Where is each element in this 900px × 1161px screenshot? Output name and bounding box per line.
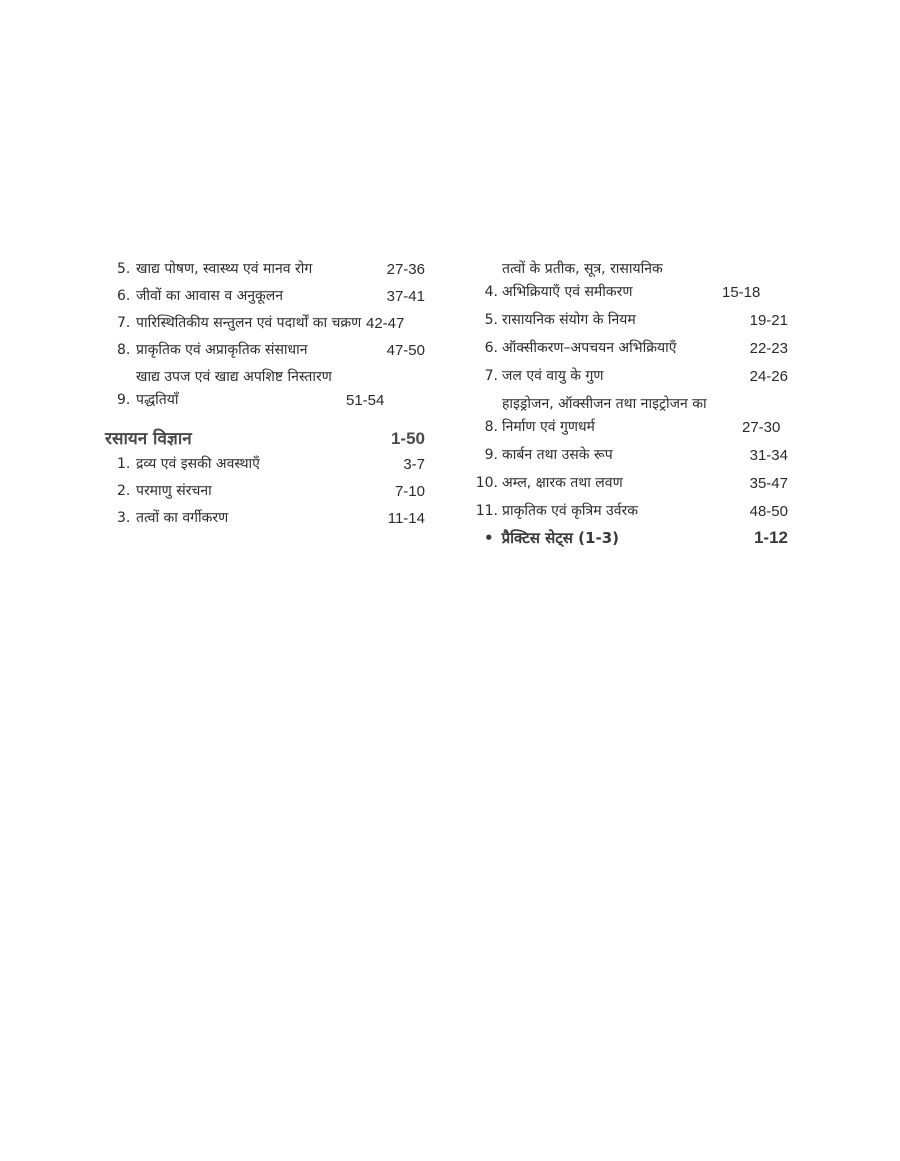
toc-entry	[470, 472, 788, 495]
toc-entry	[470, 393, 788, 439]
entry-title: प्राकृतिक एवं कृत्रिम उर्वरक	[502, 503, 638, 519]
practice-title: प्रैक्टिस सेट्स (1-3)	[501, 529, 619, 547]
entry-number: 9.	[117, 392, 131, 408]
entry-pages: 51-54	[346, 392, 385, 409]
practice-label	[484, 528, 619, 548]
toc-entry	[105, 339, 425, 362]
entry-pages: 31-34	[749, 447, 788, 464]
entry-title: द्रव्य एवं इसकी अवस्थाएँ	[136, 456, 260, 472]
toc-entry	[105, 366, 425, 412]
entry-title: खाद्य पोषण, स्वास्थ्य एवं मानव रोग	[136, 261, 313, 277]
entry-number: 7.	[484, 368, 498, 384]
toc-left-column	[105, 258, 425, 534]
entry-pages: 22-23	[749, 340, 788, 357]
bullet-icon: •	[484, 529, 494, 547]
toc-entry	[105, 453, 425, 476]
entry-pages: 24-26	[749, 368, 788, 385]
entry-number: 1.	[117, 456, 131, 472]
entry-title: हाइड्रोजन, ऑक्सीजन तथा नाइट्रोजन का निर्माण एवं गुणधर्म	[502, 396, 707, 435]
practice-pages: 1-12	[753, 528, 788, 547]
entry-number: 5.	[484, 312, 498, 328]
entry-number: 11.	[475, 503, 498, 519]
entry-pages: 11-14	[387, 510, 425, 527]
entry-pages: 42-47	[366, 315, 405, 332]
entry-pages: 27-36	[386, 261, 425, 278]
entry-title: प्राकृतिक एवं अप्राकृतिक संसाधान	[136, 342, 308, 358]
toc-entry	[105, 258, 425, 281]
toc-right-column	[470, 258, 788, 548]
section-pages: 1-50	[390, 429, 425, 448]
entry-title: खाद्य उपज एवं खाद्य अपशिष्ट निस्तारण पद्धतियाँ	[136, 369, 332, 408]
entry-title: रासायनिक संयोग के नियम	[502, 312, 636, 328]
toc-entry	[470, 258, 788, 304]
toc-entry	[105, 507, 425, 530]
entry-pages: 37-41	[386, 288, 425, 305]
toc-entry	[470, 365, 788, 388]
entry-title: पारिस्थितिकीय सन्तुलन एवं पदार्थों का चक्रण	[136, 315, 362, 331]
entry-number: 3.	[117, 510, 131, 526]
entry-title: तत्वों के प्रतीक, सूत्र, रासायनिक अभिक्रियाएँ एवं समीकरण	[502, 261, 663, 300]
entry-number: 6.	[484, 340, 498, 356]
entry-pages: 15-18	[722, 284, 761, 301]
entry-title: अम्ल, क्षारक तथा लवण	[502, 475, 623, 491]
section-heading	[105, 426, 425, 449]
entry-pages: 3-7	[403, 456, 425, 473]
entry-pages: 19-21	[749, 312, 788, 329]
entry-number: 2.	[117, 483, 131, 499]
entry-pages: 7-10	[394, 483, 425, 500]
entry-pages: 47-50	[386, 342, 425, 359]
entry-title: जीवों का आवास व अनुकूलन	[136, 288, 284, 304]
entry-title: कार्बन तथा उसके रूप	[502, 447, 613, 463]
entry-title: ऑक्सीकरण–अपचयन अभिक्रियाएँ	[502, 340, 677, 356]
entry-number: 8.	[117, 342, 131, 358]
toc-entry	[105, 285, 425, 308]
section-title: रसायन विज्ञान	[105, 429, 192, 449]
entry-number: 9.	[484, 447, 498, 463]
toc-entry	[470, 444, 788, 467]
entry-number: 7.	[117, 315, 131, 331]
toc-entry	[105, 480, 425, 503]
toc-entry	[470, 337, 788, 360]
entry-title: तत्वों का वर्गीकरण	[136, 510, 229, 526]
entry-number: 6.	[117, 288, 131, 304]
entry-number: 10.	[475, 475, 498, 491]
entry-pages: 48-50	[749, 503, 788, 520]
toc-entry	[105, 312, 425, 335]
toc-entry	[470, 309, 788, 332]
entry-pages: 35-47	[749, 475, 788, 492]
entry-pages: 27-30	[742, 419, 781, 436]
entry-title: जल एवं वायु के गुण	[502, 368, 604, 384]
toc-entry	[470, 500, 788, 523]
practice-sets-entry	[470, 528, 788, 548]
entry-number: 5.	[117, 261, 131, 277]
entry-number: 4.	[484, 284, 498, 300]
entry-title: परमाणु संरचना	[136, 483, 212, 499]
entry-number: 8.	[484, 419, 498, 435]
